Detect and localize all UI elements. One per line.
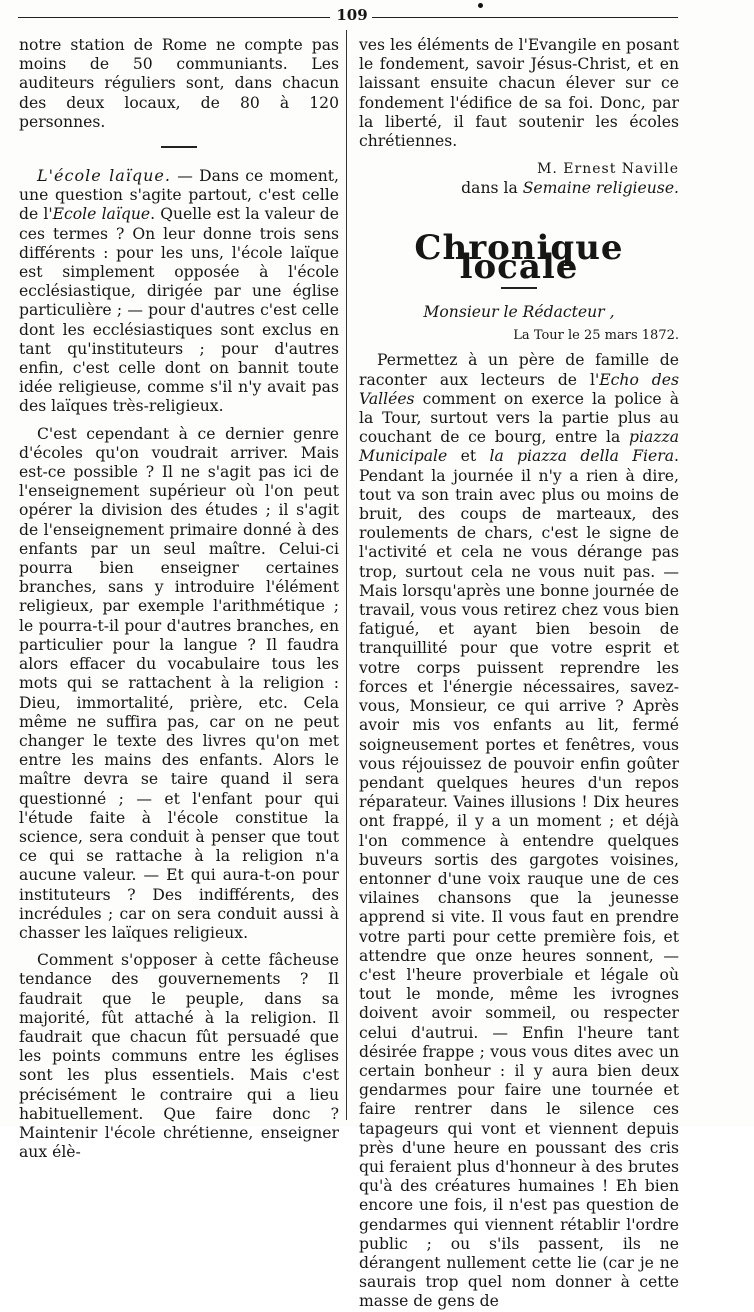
left-paragraph-1: notre station de Rome ne compte pas moins de 50 communiants. Les auditeurs réguliers sont, dans chacun des deux locaux, de 80 à 120 personnes. [19, 36, 339, 131]
title-rule [501, 287, 537, 289]
left-paragraph-3: C'est cependant à ce dernier genre d'écoles qu'on voudrait arriver. Mais est-ce possible ? Il ne s'agit pas ici de l'enseignement supérieur où l'on peut opérer la division des études ; il s'agit de l'enseignement primaire donné à des enfants par un seul maître. Celui-ci pourra bien enseigner certaines branches, sans y introduire l'élément religieux, par exemple l'arithmétique ; le pourra-t-il pour d'autres branches, en particulier pour la langue ? Il faudra alors effacer du vocabulaire tous les mots qui se rattachent à la religion : Dieu, immortalité, prière, etc. Cela même ne suffira pas, car on ne peut changer le texte des livres qu'on met entre les mains des enfants. Alors le maître devra se taire quand il sera questionné ; — et l'enfant pour qui l'étude faite à l'école constitue la science, sera conduit à penser que tout ce qui se rattache à la religion n'a aucune valeur. — Et qui aura-t-on pour instituteurs ? Des indifférents, des incrédules ; car on sera conduit aussi à chasser les laïques religieux. [19, 424, 339, 942]
signature-publication: dans la Semaine religieuse. [461, 179, 679, 198]
salutation: Monsieur le Rédacteur , [423, 303, 615, 322]
left-paragraph-4: Comment s'opposer à cette fâcheuse tendance des gouvernements ? Il faudrait que le peuple, dans sa majorité, fût attaché à la religion. Il faudrait que chacun fût persuadé que les points communs entre les églises sont les plus essentiels. Mais c'est précisément le contraire qui a lieu habituellement. Que faire donc ? Maintenir l'école chrétienne, enseigner aux élè- [19, 951, 339, 1162]
paragraph-2-intro: — Dans ce moment, une question s'agite partout, c'est celle de l' [19, 167, 339, 224]
column-divider [346, 30, 347, 1120]
ink-dot [478, 3, 483, 8]
paragraph-2-italic: Ecole laïque [52, 205, 151, 224]
ecole-laique-paragraph [19, 166, 339, 417]
page-number: 109 [336, 6, 368, 24]
left-column [19, 36, 339, 1162]
separator-rule [161, 146, 197, 148]
paragraph-2-rest: . Quelle est la valeur de ces termes ? On leur donne trois sens différents : pour les uns, l'école laïque est simplement opposée à l'école ecclésiastique, dirigée par une église particulière ; — pour d'autres c'est celle dont les ecclésiastiques sont exclus en tant qu'instituteurs ; pour d'autres enfin, c'est celle dont on bannit toute idée religieuse, comme s'il n'y avait pas des laïques très-religieux. [19, 205, 339, 416]
right-paragraph-1: ves les éléments de l'Evangile en posant le fondement, savoir Jésus-Christ, et en laissant ensuite chacun élever sur ce fondement l'édifice de sa foi. Donc, par la liberté, il faut soutenir les écoles chrétiennes. [359, 36, 679, 151]
header-rule-right [372, 17, 678, 18]
signature-name: M. Ernest Naville [537, 161, 679, 178]
section-title: L'école laïque. [37, 166, 171, 186]
chronicle-title: Chronique locale [414, 227, 624, 287]
dateline: La Tour le 25 mars 1872. [513, 328, 679, 344]
letter-paragraph: Permettez à un père de famille de raconter aux lecteurs de l'Echo des Vallées comment on exerce la police à la Tour, surtout vers la partie plus au couchant de ce bourg, entre la piazza Municipale et la piazza della Fiera. Pendant la journée il n'y a rien à dire, tout va son train avec plus ou moins de bruit, des coups de marteaux, des roulements de chars, c'est le signe de l'activité et cela ne vous dérange pas trop, surtout cela ne vous nuit pas. — Mais lorsqu'après une bonne journée de travail, vous vous retirez chez vous bien fatigué, et ayant bien besoin de tranquillité pour que votre esprit et votre corps puissent reprendre les forces et l'énergie nécessaires, savez-vous, Monsieur, ce qui arrive ? Après avoir mis vos enfants au lit, fermé soigneusement portes et fenêtres, vous vous réjouissez de pouvoir enfin goûter pendant quelques heures d'un repos réparateur. Vaines illusions ! Dix heures ont frappé, il y a un moment ; et déjà l'on commence à entendre quelques buveurs sortis des gargotes voisines, entonner d'une voix rauque une de ces vilaines chansons que la jeunesse apprend si vite. Il vous faut en prendre votre parti pour cette première fois, et attendre que onze heures sonnent, — c'est l'heure proverbiale et légale où tout le monde, même les ivrognes doivent avoir sommeil, ou respecter celui d'autrui. — Enfin l'heure tant désirée frappe ; vous vous dites avec un certain bonheur : il y aura bien deux gendarmes pour faire une tournée et faire rentrer dans le silence ces tapageurs qui vont et viennent depuis près d'une heure en poussant des cris qui feraient plus d'honneur à des brutes qu'à des créatures humaines ! Eh bien encore une fois, il n'est pas question de gendarmes qui viennent rétablir l'ordre public ; ou s'ils passent, ils ne dérangent nullement cette lie (car je ne saurais trop quel nom donner à cette masse de gens de [359, 351, 680, 1311]
right-column [359, 36, 679, 1312]
header-rule-left [18, 17, 330, 18]
